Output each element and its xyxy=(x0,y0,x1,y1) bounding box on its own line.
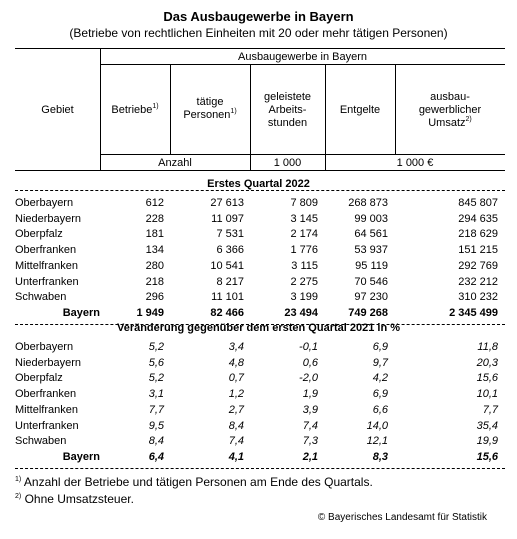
cell-betriebe: 296 xyxy=(145,291,164,304)
header-gebiet: Gebiet xyxy=(41,104,74,116)
cell-umsatz: 2 345 499 xyxy=(449,306,498,319)
cell-gebiet: Niederbayern xyxy=(15,356,82,369)
cell-umsatz: 7,7 xyxy=(482,403,498,416)
cell-personen: 3,4 xyxy=(228,341,244,353)
cell-personen: 8,4 xyxy=(228,419,244,432)
cell-gebiet: Oberbayern xyxy=(15,197,74,209)
cell-personen: 7,4 xyxy=(228,435,244,448)
cell-personen: 27 613 xyxy=(210,197,244,209)
cell-gebiet: Oberpfalz xyxy=(15,228,63,241)
group-underline xyxy=(100,64,505,65)
cell-betriebe: 218 xyxy=(145,275,164,288)
cell-stunden: 3 199 xyxy=(290,291,318,304)
cell-personen: 7 531 xyxy=(216,228,244,241)
cell-umsatz: 294 635 xyxy=(458,212,498,225)
cell-entgelte: 53 937 xyxy=(354,244,388,257)
cell-gebiet: Mittelfranken xyxy=(15,403,78,416)
header-entgelte: Entgelte xyxy=(339,104,381,116)
cell-stunden: -0,1 xyxy=(299,341,318,353)
header-bottom-rule xyxy=(15,170,505,171)
cell-stunden: 7 809 xyxy=(290,197,318,209)
cell-gebiet: Bayern xyxy=(62,450,100,463)
cell-betriebe: 3,1 xyxy=(148,388,164,401)
cell-betriebe: 280 xyxy=(145,259,164,272)
cell-betriebe: 8,4 xyxy=(148,435,164,448)
cell-umsatz: 151 215 xyxy=(458,244,498,257)
cell-stunden: 2,1 xyxy=(302,450,318,463)
cell-betriebe: 5,2 xyxy=(148,372,164,385)
cell-entgelte: 12,1 xyxy=(366,435,388,448)
cell-personen: 10 541 xyxy=(210,259,244,272)
cell-betriebe: 5,2 xyxy=(148,341,164,353)
cell-entgelte: 6,9 xyxy=(372,388,388,401)
cell-stunden: 7,3 xyxy=(302,435,318,448)
cell-gebiet: Schwaben xyxy=(15,435,67,448)
cell-stunden: 3 145 xyxy=(290,212,318,225)
cell-gebiet: Oberbayern xyxy=(15,341,74,353)
cell-entgelte: 8,3 xyxy=(372,450,388,463)
footnote-1: $^{1)}$ Anzahl der Betriebe und tätigen Personen am Ende des Quartals. xyxy=(15,475,373,489)
section-divider xyxy=(15,190,505,191)
cell-entgelte: 268 873 xyxy=(348,197,388,209)
cell-entgelte: 97 230 xyxy=(354,291,388,304)
cell-stunden: -2,0 xyxy=(299,372,318,385)
vline-stunden xyxy=(325,64,326,170)
page-subtitle: (Betriebe von rechtlichen Einheiten mit 20 oder mehr tätigen Personen) xyxy=(69,26,448,40)
header-betriebe: Betriebe$^{1)}$ xyxy=(111,103,159,116)
cell-personen: 11 101 xyxy=(211,291,244,304)
header-umsatz: ausbau- gewerblicher Umsatz$^{2)}$ xyxy=(418,91,482,129)
cell-personen: 82 466 xyxy=(210,306,244,319)
copyright: © Bayerisches Landesamt für Statistik xyxy=(317,512,487,523)
cell-umsatz: 218 629 xyxy=(458,228,498,241)
cell-stunden: 1,9 xyxy=(302,388,318,401)
cell-stunden: 0,6 xyxy=(302,356,318,369)
cell-entgelte: 14,0 xyxy=(366,419,388,432)
cell-umsatz: 845 807 xyxy=(458,197,498,209)
cell-betriebe: 228 xyxy=(145,212,164,225)
section-title-change: Veränderung gegenüber dem ersten Quartal 2021 in % xyxy=(116,322,401,334)
cell-stunden: 2 275 xyxy=(290,275,318,288)
section-end-rule xyxy=(15,324,505,325)
unit-anzahl: Anzahl xyxy=(158,157,192,169)
section-title-quarter: Erstes Quartal 2022 xyxy=(207,178,310,190)
cell-gebiet: Unterfranken xyxy=(15,419,79,432)
cell-personen: 1,2 xyxy=(228,388,244,401)
cell-personen: 2,7 xyxy=(228,403,244,416)
cell-umsatz: 19,9 xyxy=(476,435,498,448)
cell-gebiet: Niederbayern xyxy=(15,212,82,225)
cell-betriebe: 7,7 xyxy=(148,403,164,416)
cell-betriebe: 134 xyxy=(145,244,164,257)
cell-betriebe: 9,5 xyxy=(148,419,164,432)
cell-stunden: 3 115 xyxy=(291,259,318,272)
cell-umsatz: 15,6 xyxy=(476,450,498,463)
cell-stunden: 1 776 xyxy=(290,244,318,257)
unit-1000-eur: 1 000 € xyxy=(396,157,434,169)
header-group: Ausbaugewerbe in Bayern xyxy=(237,51,368,63)
page-title: Das Ausbaugewerbe in Bayern xyxy=(163,9,354,24)
cell-entgelte: 95 119 xyxy=(355,259,388,272)
cell-gebiet: Schwaben xyxy=(15,291,67,304)
cell-umsatz: 35,4 xyxy=(476,419,498,432)
unit-1000: 1 000 xyxy=(273,157,302,169)
cell-stunden: 3,9 xyxy=(302,403,318,416)
cell-betriebe: 5,6 xyxy=(148,356,164,369)
section-end-rule xyxy=(15,468,505,469)
cell-gebiet: Oberfranken xyxy=(15,244,77,257)
header-mid-rule xyxy=(100,154,505,155)
cell-betriebe: 612 xyxy=(145,197,164,209)
cell-personen: 11 097 xyxy=(211,212,244,225)
cell-umsatz: 20,3 xyxy=(476,356,498,369)
cell-gebiet: Mittelfranken xyxy=(15,259,78,272)
cell-umsatz: 292 769 xyxy=(458,259,498,272)
header-personen: tätige Personen$^{1)}$ xyxy=(183,96,237,121)
cell-entgelte: 9,7 xyxy=(372,356,388,369)
cell-entgelte: 64 561 xyxy=(354,228,388,241)
cell-gebiet: Unterfranken xyxy=(15,275,79,288)
cell-umsatz: 10,1 xyxy=(476,388,498,401)
cell-personen: 8 217 xyxy=(216,275,244,288)
cell-entgelte: 749 268 xyxy=(348,306,388,319)
cell-betriebe: 6,4 xyxy=(148,450,164,463)
cell-stunden: 7,4 xyxy=(302,419,318,432)
cell-umsatz: 15,6 xyxy=(476,372,498,385)
header-stunden: geleistete Arbeits- stunden xyxy=(263,91,312,129)
footnote-2: $^{2)}$ Ohne Umsatzsteuer. xyxy=(15,492,134,506)
cell-personen: 4,8 xyxy=(228,356,244,369)
cell-personen: 4,1 xyxy=(228,450,244,463)
cell-gebiet: Bayern xyxy=(62,306,100,319)
cell-stunden: 23 494 xyxy=(284,306,318,319)
cell-umsatz: 310 232 xyxy=(458,291,498,304)
cell-entgelte: 70 546 xyxy=(354,275,388,288)
cell-entgelte: 6,6 xyxy=(372,403,388,416)
cell-gebiet: Oberpfalz xyxy=(15,372,63,385)
cell-entgelte: 6,9 xyxy=(372,341,388,353)
cell-entgelte: 99 003 xyxy=(354,212,388,225)
cell-entgelte: 4,2 xyxy=(372,372,388,385)
cell-stunden: 2 174 xyxy=(290,228,318,241)
cell-betriebe: 181 xyxy=(145,228,164,241)
cell-umsatz: 232 212 xyxy=(458,275,498,288)
cell-umsatz: 11,8 xyxy=(477,341,498,353)
cell-betriebe: 1 949 xyxy=(136,306,164,319)
cell-personen: 6 366 xyxy=(216,244,244,257)
cell-personen: 0,7 xyxy=(228,372,244,385)
cell-gebiet: Oberfranken xyxy=(15,388,77,401)
header-top-rule xyxy=(15,48,505,49)
